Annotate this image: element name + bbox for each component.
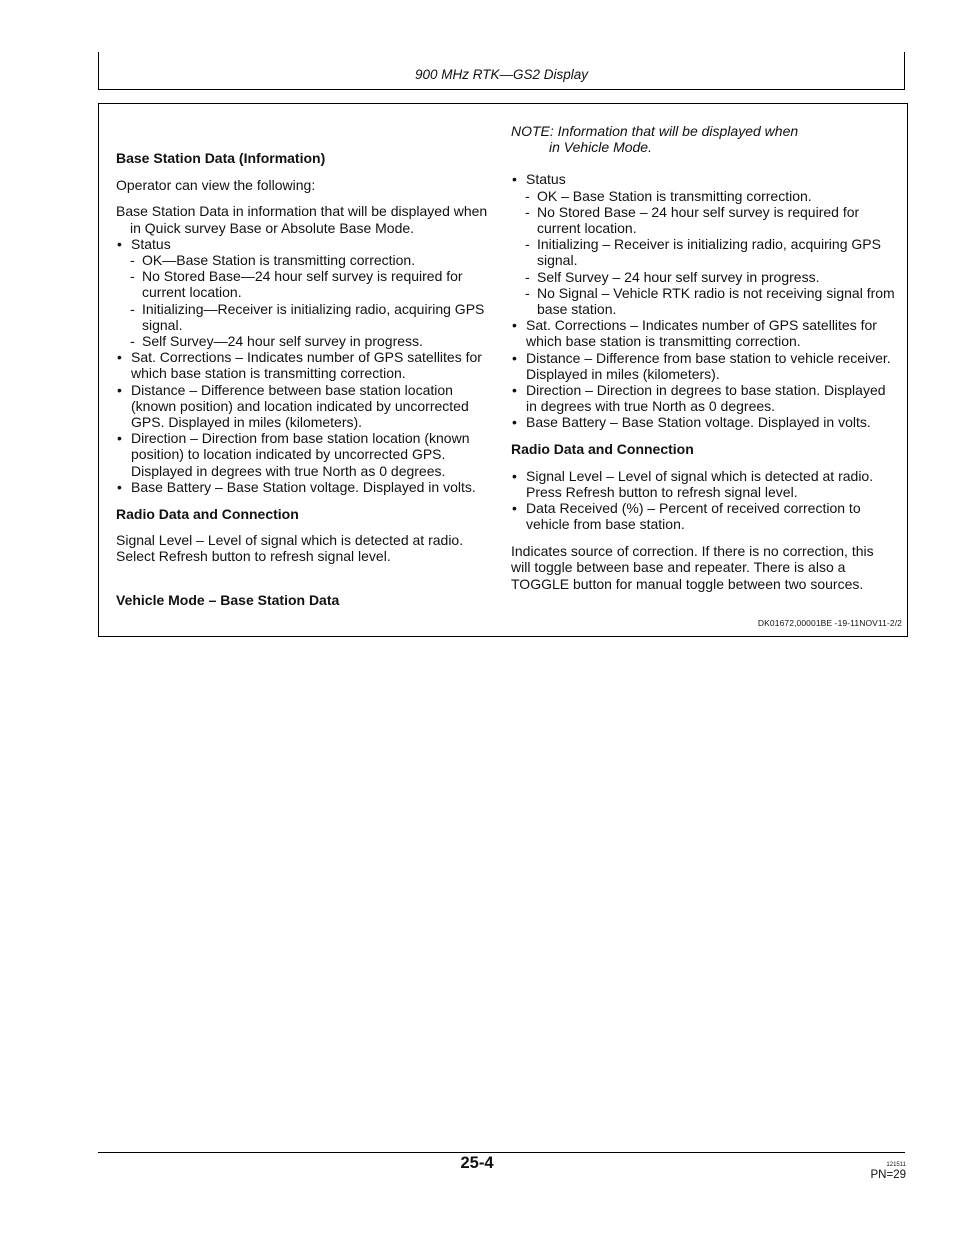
status-item: - No Stored Base—24 hour self survey is required for current location. (116, 268, 500, 300)
note-line: in Vehicle Mode. (549, 139, 652, 156)
status-item: - No Signal – Vehicle RTK radio is not receiving signal from base station. (511, 285, 895, 317)
bullet-item: • Data Received (%) – Percent of received correction to vehicle from base station. (511, 500, 895, 532)
bullet-item: • Sat. Corrections – Indicates number of GPS satellites for which base station is transmitting correction. (116, 349, 500, 381)
note-line: NOTE: Information that will be displayed when (511, 123, 799, 139)
note (511, 123, 895, 155)
status-bullet: • Status (116, 236, 500, 252)
left-column (116, 150, 500, 608)
status-item: - OK – Base Station is transmitting correction. (511, 188, 895, 204)
bullet-item: • Distance – Difference between base station location (known position) and location indicated by uncorrected GPS. Displayed in miles (kilometers). (116, 382, 500, 431)
section-heading-radio: Radio Data and Connection (116, 505, 299, 522)
footer-divider (98, 1152, 905, 1153)
header-title: 900 MHz RTK—GS2 Display (414, 67, 589, 82)
bullet-item: • Direction – Direction from base station location (known position) to location indicated by uncorrected GPS. Displayed in degrees with true North as 0 degrees. (116, 430, 500, 479)
status-item: - Self Survey—24 hour self survey in progress. (116, 333, 500, 349)
section-heading-radio: Radio Data and Connection (511, 441, 694, 458)
document-reference: DK01672,00001BE -19-11NOV11-2/2 (757, 617, 902, 628)
bullet-item: • Signal Level – Level of signal which is detected at radio. Press Refresh button to refresh signal level. (511, 468, 895, 500)
content-box (98, 103, 908, 637)
base-station-paragraph: Base Station Data in information that will be displayed when in Quick survey Base or Absolute Base Mode. (116, 203, 488, 236)
status-item: - No Stored Base – 24 hour self survey is required for current location. (511, 204, 895, 236)
status-item: - Self Survey – 24 hour self survey in progress. (511, 269, 895, 285)
closing-paragraph: Indicates source of correction. If there is no correction, this will toggle between base and repeater. There is also a TOGGLE button for manual toggle between two sources. (511, 543, 874, 592)
bullet-item: • Base Battery – Base Station voltage. Displayed in volts. (116, 479, 500, 495)
bullet-item: • Distance – Difference from base station to vehicle receiver. Displayed in miles (kilometers). (511, 350, 895, 382)
bullet-item: • Sat. Corrections – Indicates number of GPS satellites for which base station is transmitting correction. (511, 317, 895, 349)
intro-text: Operator can view the following: (116, 176, 316, 193)
page-number: 25-4 (460, 1154, 494, 1172)
bullet-item: • Direction – Direction in degrees to base station. Displayed in degrees with true North as 0 degrees. (511, 382, 895, 414)
right-column (511, 123, 895, 592)
header-frame (98, 52, 905, 90)
section-heading-base-station-info: Base Station Data (Information) (116, 150, 326, 166)
footer-code: 121511 (886, 1162, 906, 1168)
bullet-item: • Base Battery – Base Station voltage. Displayed in volts. (511, 414, 895, 430)
pn-label: PN=29 (870, 1169, 906, 1181)
section-heading-vehicle-mode: Vehicle Mode – Base Station Data (116, 591, 340, 608)
status-item: - Initializing – Receiver is initializing radio, acquiring GPS signal. (511, 236, 895, 268)
status-item: - Initializing—Receiver is initializing radio, acquiring GPS signal. (116, 301, 500, 333)
status-bullet: • Status (511, 171, 895, 187)
signal-level-text: Signal Level – Level of signal which is detected at radio. Select Refresh button to refresh signal level. (116, 532, 464, 565)
status-item: - OK—Base Station is transmitting correction. (116, 252, 500, 268)
